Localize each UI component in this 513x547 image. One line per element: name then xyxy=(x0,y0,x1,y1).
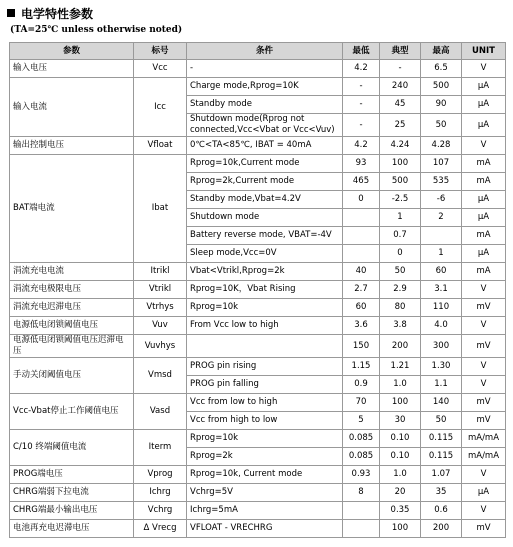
table-row xyxy=(10,335,506,358)
max-cell: 4.28 xyxy=(421,137,462,155)
param-cell: Vcc-Vbat停止工作阈值电压 xyxy=(10,394,134,430)
max-cell: 60 xyxy=(421,263,462,281)
unit-cell: µA xyxy=(462,96,506,114)
symbol-cell: Vchrg xyxy=(134,502,187,520)
symbol-cell: Vcc xyxy=(134,60,187,78)
param-cell: 电源低电闭锁阈值电压 xyxy=(10,317,134,335)
condition-cell: - xyxy=(187,60,343,78)
table-row xyxy=(10,299,506,317)
typ-cell: 100 xyxy=(380,520,421,538)
typ-cell: 1 xyxy=(380,209,421,227)
unit-cell: mA/mA xyxy=(462,430,506,448)
typ-cell: 20 xyxy=(380,484,421,502)
min-cell: - xyxy=(343,96,380,114)
header-symbol: 标号 xyxy=(134,43,187,60)
symbol-cell: Iterm xyxy=(134,430,187,466)
unit-cell: mA xyxy=(462,263,506,281)
table-row xyxy=(10,394,506,412)
unit-cell: µA xyxy=(462,191,506,209)
condition-cell: 0℃<TA<85℃, IBAT = 40mA xyxy=(187,137,343,155)
symbol-cell: Vasd xyxy=(134,394,187,430)
min-cell: 465 xyxy=(343,173,380,191)
table-row xyxy=(10,263,506,281)
typ-cell: 100 xyxy=(380,394,421,412)
max-cell xyxy=(421,227,462,245)
symbol-cell: Vfloat xyxy=(134,137,187,155)
test-condition: (TA=25℃ unless otherwise noted) xyxy=(10,25,183,35)
typ-cell: 2.9 xyxy=(380,281,421,299)
param-cell: CHRG端弱下拉电流 xyxy=(10,484,134,502)
typ-cell: 0.10 xyxy=(380,448,421,466)
table-row xyxy=(10,502,506,520)
unit-cell: mV xyxy=(462,412,506,430)
min-cell: 0.93 xyxy=(343,466,380,484)
unit-cell: µA xyxy=(462,114,506,137)
table-row xyxy=(10,430,506,448)
min-cell: 40 xyxy=(343,263,380,281)
condition-cell: Standby mode,Vbat=4.2V xyxy=(187,191,343,209)
condition-cell: Rprog=10k,Current mode xyxy=(187,155,343,173)
min-cell: 60 xyxy=(343,299,380,317)
max-cell: 0.115 xyxy=(421,448,462,466)
param-cell: 输入电压 xyxy=(10,60,134,78)
unit-cell: V xyxy=(462,358,506,376)
table-row xyxy=(10,78,506,96)
param-cell: 电源低电闭锁阈值电压迟滞电压 xyxy=(10,335,134,358)
condition-cell: Rprog=10K，Vbat Rising xyxy=(187,281,343,299)
condition-cell: Ichrg=5mA xyxy=(187,502,343,520)
param-cell: 涓流充电迟滞电压 xyxy=(10,299,134,317)
min-cell: - xyxy=(343,114,380,137)
min-cell: 8 xyxy=(343,484,380,502)
condition-cell: Standby mode xyxy=(187,96,343,114)
max-cell: 6.5 xyxy=(421,60,462,78)
min-cell: 150 xyxy=(343,335,380,358)
max-cell: 140 xyxy=(421,394,462,412)
typ-cell: 500 xyxy=(380,173,421,191)
unit-cell: mA/mA xyxy=(462,448,506,466)
condition-cell: Rprog=10k xyxy=(187,430,343,448)
typ-cell: 0.7 xyxy=(380,227,421,245)
table-row xyxy=(10,358,506,376)
condition-cell: VFLOAT - VRECHRG xyxy=(187,520,343,538)
symbol-cell: Δ Vrecg xyxy=(134,520,187,538)
unit-cell: µA xyxy=(462,484,506,502)
condition-cell: Shutdown mode xyxy=(187,209,343,227)
min-cell xyxy=(343,227,380,245)
condition-cell: Shutdown mode(Rprog not connected,Vcc<Vbat or Vcc<Vuv) xyxy=(187,114,343,137)
square-bullet-icon xyxy=(7,9,15,17)
param-cell: PROG端电压 xyxy=(10,466,134,484)
unit-cell: mV xyxy=(462,335,506,358)
condition-cell: Rprog=10k xyxy=(187,299,343,317)
condition-cell: Battery reverse mode, VBAT=-4V xyxy=(187,227,343,245)
max-cell: -6 xyxy=(421,191,462,209)
electrical-characteristics-table xyxy=(9,42,506,538)
unit-cell: V xyxy=(462,137,506,155)
min-cell: 93 xyxy=(343,155,380,173)
min-cell: 0 xyxy=(343,191,380,209)
param-cell: 输入电流 xyxy=(10,78,134,137)
unit-cell: mV xyxy=(462,520,506,538)
unit-cell: V xyxy=(462,281,506,299)
symbol-cell: Vtrhys xyxy=(134,299,187,317)
typ-cell: 200 xyxy=(380,335,421,358)
max-cell: 0.115 xyxy=(421,430,462,448)
typ-cell: - xyxy=(380,60,421,78)
symbol-cell: Vmsd xyxy=(134,358,187,394)
max-cell: 200 xyxy=(421,520,462,538)
max-cell: 3.1 xyxy=(421,281,462,299)
param-cell: CHRG端最小输出电压 xyxy=(10,502,134,520)
min-cell: 0.085 xyxy=(343,430,380,448)
table-row xyxy=(10,155,506,173)
table-row xyxy=(10,281,506,299)
condition-cell: Vchrg=5V xyxy=(187,484,343,502)
min-cell: - xyxy=(343,78,380,96)
typ-cell: 0.35 xyxy=(380,502,421,520)
param-cell: C/10 终端阈值电流 xyxy=(10,430,134,466)
table-row xyxy=(10,466,506,484)
condition-cell: Vcc from high to low xyxy=(187,412,343,430)
typ-cell: 0 xyxy=(380,245,421,263)
max-cell: 0.6 xyxy=(421,502,462,520)
header-typ: 典型 xyxy=(380,43,421,60)
param-cell: 涓流充电极限电压 xyxy=(10,281,134,299)
unit-cell: V xyxy=(462,502,506,520)
unit-cell: µA xyxy=(462,209,506,227)
max-cell: 4.0 xyxy=(421,317,462,335)
symbol-cell: Icc xyxy=(134,78,187,137)
min-cell: 0.9 xyxy=(343,376,380,394)
table-row xyxy=(10,484,506,502)
typ-cell: 1.0 xyxy=(380,466,421,484)
symbol-cell: Ichrg xyxy=(134,484,187,502)
param-cell: 手动关闭阈值电压 xyxy=(10,358,134,394)
min-cell xyxy=(343,502,380,520)
section-title xyxy=(7,4,93,22)
condition-cell: Sleep mode,Vcc=0V xyxy=(187,245,343,263)
param-cell: 涓流充电电流 xyxy=(10,263,134,281)
max-cell: 1.1 xyxy=(421,376,462,394)
param-cell: BAT端电流 xyxy=(10,155,134,263)
max-cell: 110 xyxy=(421,299,462,317)
param-cell: 电池再充电迟滞电压 xyxy=(10,520,134,538)
typ-cell: 80 xyxy=(380,299,421,317)
max-cell: 1.30 xyxy=(421,358,462,376)
typ-cell: 30 xyxy=(380,412,421,430)
max-cell: 35 xyxy=(421,484,462,502)
condition-cell: From Vcc low to high xyxy=(187,317,343,335)
max-cell: 300 xyxy=(421,335,462,358)
typ-cell: 4.24 xyxy=(380,137,421,155)
unit-cell: V xyxy=(462,60,506,78)
unit-cell: V xyxy=(462,376,506,394)
typ-cell: 1.21 xyxy=(380,358,421,376)
max-cell: 2 xyxy=(421,209,462,227)
max-cell: 90 xyxy=(421,96,462,114)
typ-cell: 240 xyxy=(380,78,421,96)
typ-cell: -2.5 xyxy=(380,191,421,209)
min-cell xyxy=(343,245,380,263)
condition-cell: Rprog=2k xyxy=(187,448,343,466)
symbol-cell: Vuvhys xyxy=(134,335,187,358)
header-param: 参数 xyxy=(10,43,134,60)
symbol-cell: Ibat xyxy=(134,155,187,263)
min-cell: 4.2 xyxy=(343,137,380,155)
condition-cell: Vcc from low to high xyxy=(187,394,343,412)
condition-cell: PROG pin rising xyxy=(187,358,343,376)
typ-cell: 25 xyxy=(380,114,421,137)
max-cell: 107 xyxy=(421,155,462,173)
table-row xyxy=(10,137,506,155)
unit-cell: mV xyxy=(462,299,506,317)
condition-cell xyxy=(187,335,343,358)
header-max: 最高 xyxy=(421,43,462,60)
typ-cell: 3.8 xyxy=(380,317,421,335)
section-title-text: 电学特性参数 xyxy=(21,6,94,21)
min-cell: 3.6 xyxy=(343,317,380,335)
symbol-cell: Vtrikl xyxy=(134,281,187,299)
min-cell: 5 xyxy=(343,412,380,430)
symbol-cell: Itrikl xyxy=(134,263,187,281)
unit-cell: mV xyxy=(462,394,506,412)
min-cell: 2.7 xyxy=(343,281,380,299)
param-cell: 输出控制电压 xyxy=(10,137,134,155)
max-cell: 535 xyxy=(421,173,462,191)
min-cell: 70 xyxy=(343,394,380,412)
condition-cell: PROG pin falling xyxy=(187,376,343,394)
header-unit: UNIT xyxy=(462,43,506,60)
min-cell: 4.2 xyxy=(343,60,380,78)
condition-cell: Charge mode,Rprog=10K xyxy=(187,78,343,96)
unit-cell: mA xyxy=(462,173,506,191)
max-cell: 500 xyxy=(421,78,462,96)
table-row xyxy=(10,520,506,538)
max-cell: 50 xyxy=(421,412,462,430)
unit-cell: µA xyxy=(462,245,506,263)
typ-cell: 50 xyxy=(380,263,421,281)
unit-cell: V xyxy=(462,317,506,335)
condition-cell: Vbat<Vtrikl,Rprog=2k xyxy=(187,263,343,281)
min-cell xyxy=(343,209,380,227)
condition-cell: Rprog=10k, Current mode xyxy=(187,466,343,484)
typ-cell: 45 xyxy=(380,96,421,114)
max-cell: 50 xyxy=(421,114,462,137)
header-min: 最低 xyxy=(343,43,380,60)
unit-cell: mA xyxy=(462,227,506,245)
symbol-cell: Vuv xyxy=(134,317,187,335)
table-header-row xyxy=(10,43,506,60)
condition-cell: Rprog=2k,Current mode xyxy=(187,173,343,191)
typ-cell: 0.10 xyxy=(380,430,421,448)
typ-cell: 100 xyxy=(380,155,421,173)
table-row xyxy=(10,317,506,335)
min-cell: 0.085 xyxy=(343,448,380,466)
min-cell xyxy=(343,520,380,538)
min-cell: 1.15 xyxy=(343,358,380,376)
max-cell: 1 xyxy=(421,245,462,263)
unit-cell: V xyxy=(462,466,506,484)
symbol-cell: Vprog xyxy=(134,466,187,484)
max-cell: 1.07 xyxy=(421,466,462,484)
table-row xyxy=(10,60,506,78)
unit-cell: mA xyxy=(462,155,506,173)
header-condition: 条件 xyxy=(187,43,343,60)
unit-cell: µA xyxy=(462,78,506,96)
typ-cell: 1.0 xyxy=(380,376,421,394)
